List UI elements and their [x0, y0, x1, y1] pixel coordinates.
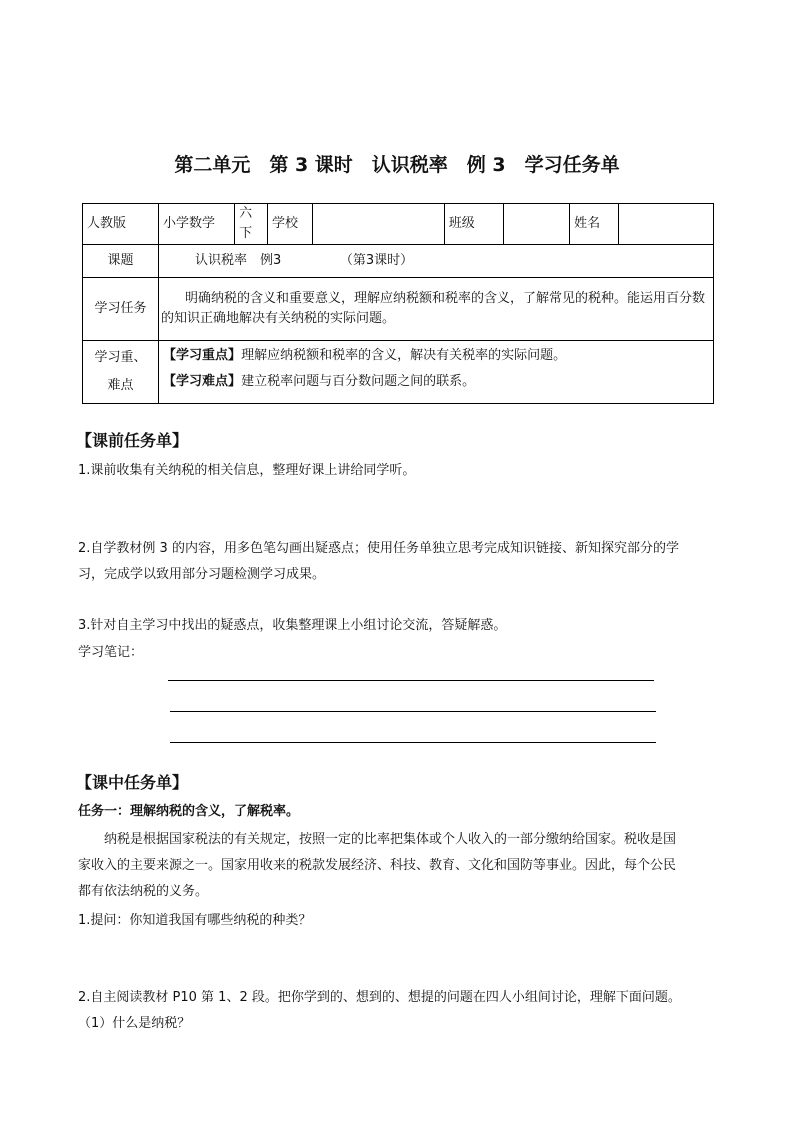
pre-class-item-2-line-1: 2.自学教材例 3 的内容，用多色笔勾画出疑惑点；使用任务单独立思考完成知识链接、新知探究部分的学: [78, 541, 679, 556]
class-label: 班级: [444, 204, 504, 245]
name-label: 姓名: [570, 204, 619, 245]
task-value: 明确纳税的含义和重要意义，理解应纳税额和税率的含义，了解常见的税种。能运用百分数的知识正确地解决有关纳税的实际问题。: [159, 278, 714, 341]
focus-tag: 【学习重点】: [163, 348, 242, 363]
difficulty-tag: 【学习难点】: [163, 374, 242, 389]
paragraph-line-3: 都有依法纳税的义务。: [78, 884, 209, 899]
school-label: 学校: [267, 204, 312, 245]
class-field[interactable]: [504, 204, 570, 245]
pre-class-item-1: 1.课前收集有关纳税的相关信息，整理好课上讲给同学听。: [78, 463, 416, 478]
key-points-label-line1: 学习重、: [94, 350, 147, 365]
question-1: 1.提问：你知道我国有哪些纳税的种类？: [78, 913, 312, 928]
in-class-heading: 【课中任务单】: [76, 773, 189, 792]
focus-text: 理解应纳税额和税率的含义，解决有关税率的实际问题。: [241, 348, 567, 363]
paragraph-line-2: 家收入的主要来源之一。国家用收来的税款发展经济、科技、教育、文化和国防等事业。因此，每个公民: [78, 858, 677, 873]
page-title: 第二单元 第 3 课时 认识税率 例 3 学习任务单: [174, 154, 620, 176]
task-label: 学习任务: [83, 278, 159, 341]
name-field[interactable]: [619, 204, 714, 245]
notes-line-1[interactable]: [168, 680, 654, 681]
key-points-label: [83, 341, 159, 404]
difficulty-text: 建立税率问题与百分数问题之间的联系。: [241, 374, 476, 389]
grade-cell: 六下: [235, 204, 268, 245]
question-2-sub-1: （1）什么是纳税？: [78, 1016, 191, 1031]
info-table: [82, 203, 714, 404]
pre-class-item-2-line-2: 习，完成学以致用部分习题检测学习成果。: [78, 567, 326, 582]
key-points-value: [159, 341, 714, 404]
task-1-title: 任务一：理解纳税的含义，了解税率。: [78, 804, 300, 819]
edition-cell: 人教版: [83, 204, 159, 245]
key-points-label-line2: 难点: [107, 378, 134, 393]
question-2: 2.自主阅读教材 P10 第 1、2 段。把你学到的、想到的、想提的问题在四人小组间讨论，理解下面问题。: [78, 990, 681, 1005]
school-field[interactable]: [313, 204, 445, 245]
subject-cell: 小学数学: [159, 204, 235, 245]
topic-value: 认识税率 例3 （第3课时）: [159, 245, 714, 278]
topic-label: 课题: [83, 245, 159, 278]
notes-line-3[interactable]: [170, 742, 656, 743]
paragraph-line-1: 纳税是根据国家税法的有关规定，按照一定的比率把集体或个人收入的一部分缴纳给国家。税收是国: [104, 832, 677, 847]
pre-class-heading: 【课前任务单】: [76, 431, 189, 450]
pre-class-item-3: 3.针对自主学习中找出的疑惑点，收集整理课上小组讨论交流，答疑解惑。: [78, 618, 507, 633]
notes-line-2[interactable]: [170, 711, 656, 712]
notes-label: 学习笔记：: [78, 645, 144, 660]
